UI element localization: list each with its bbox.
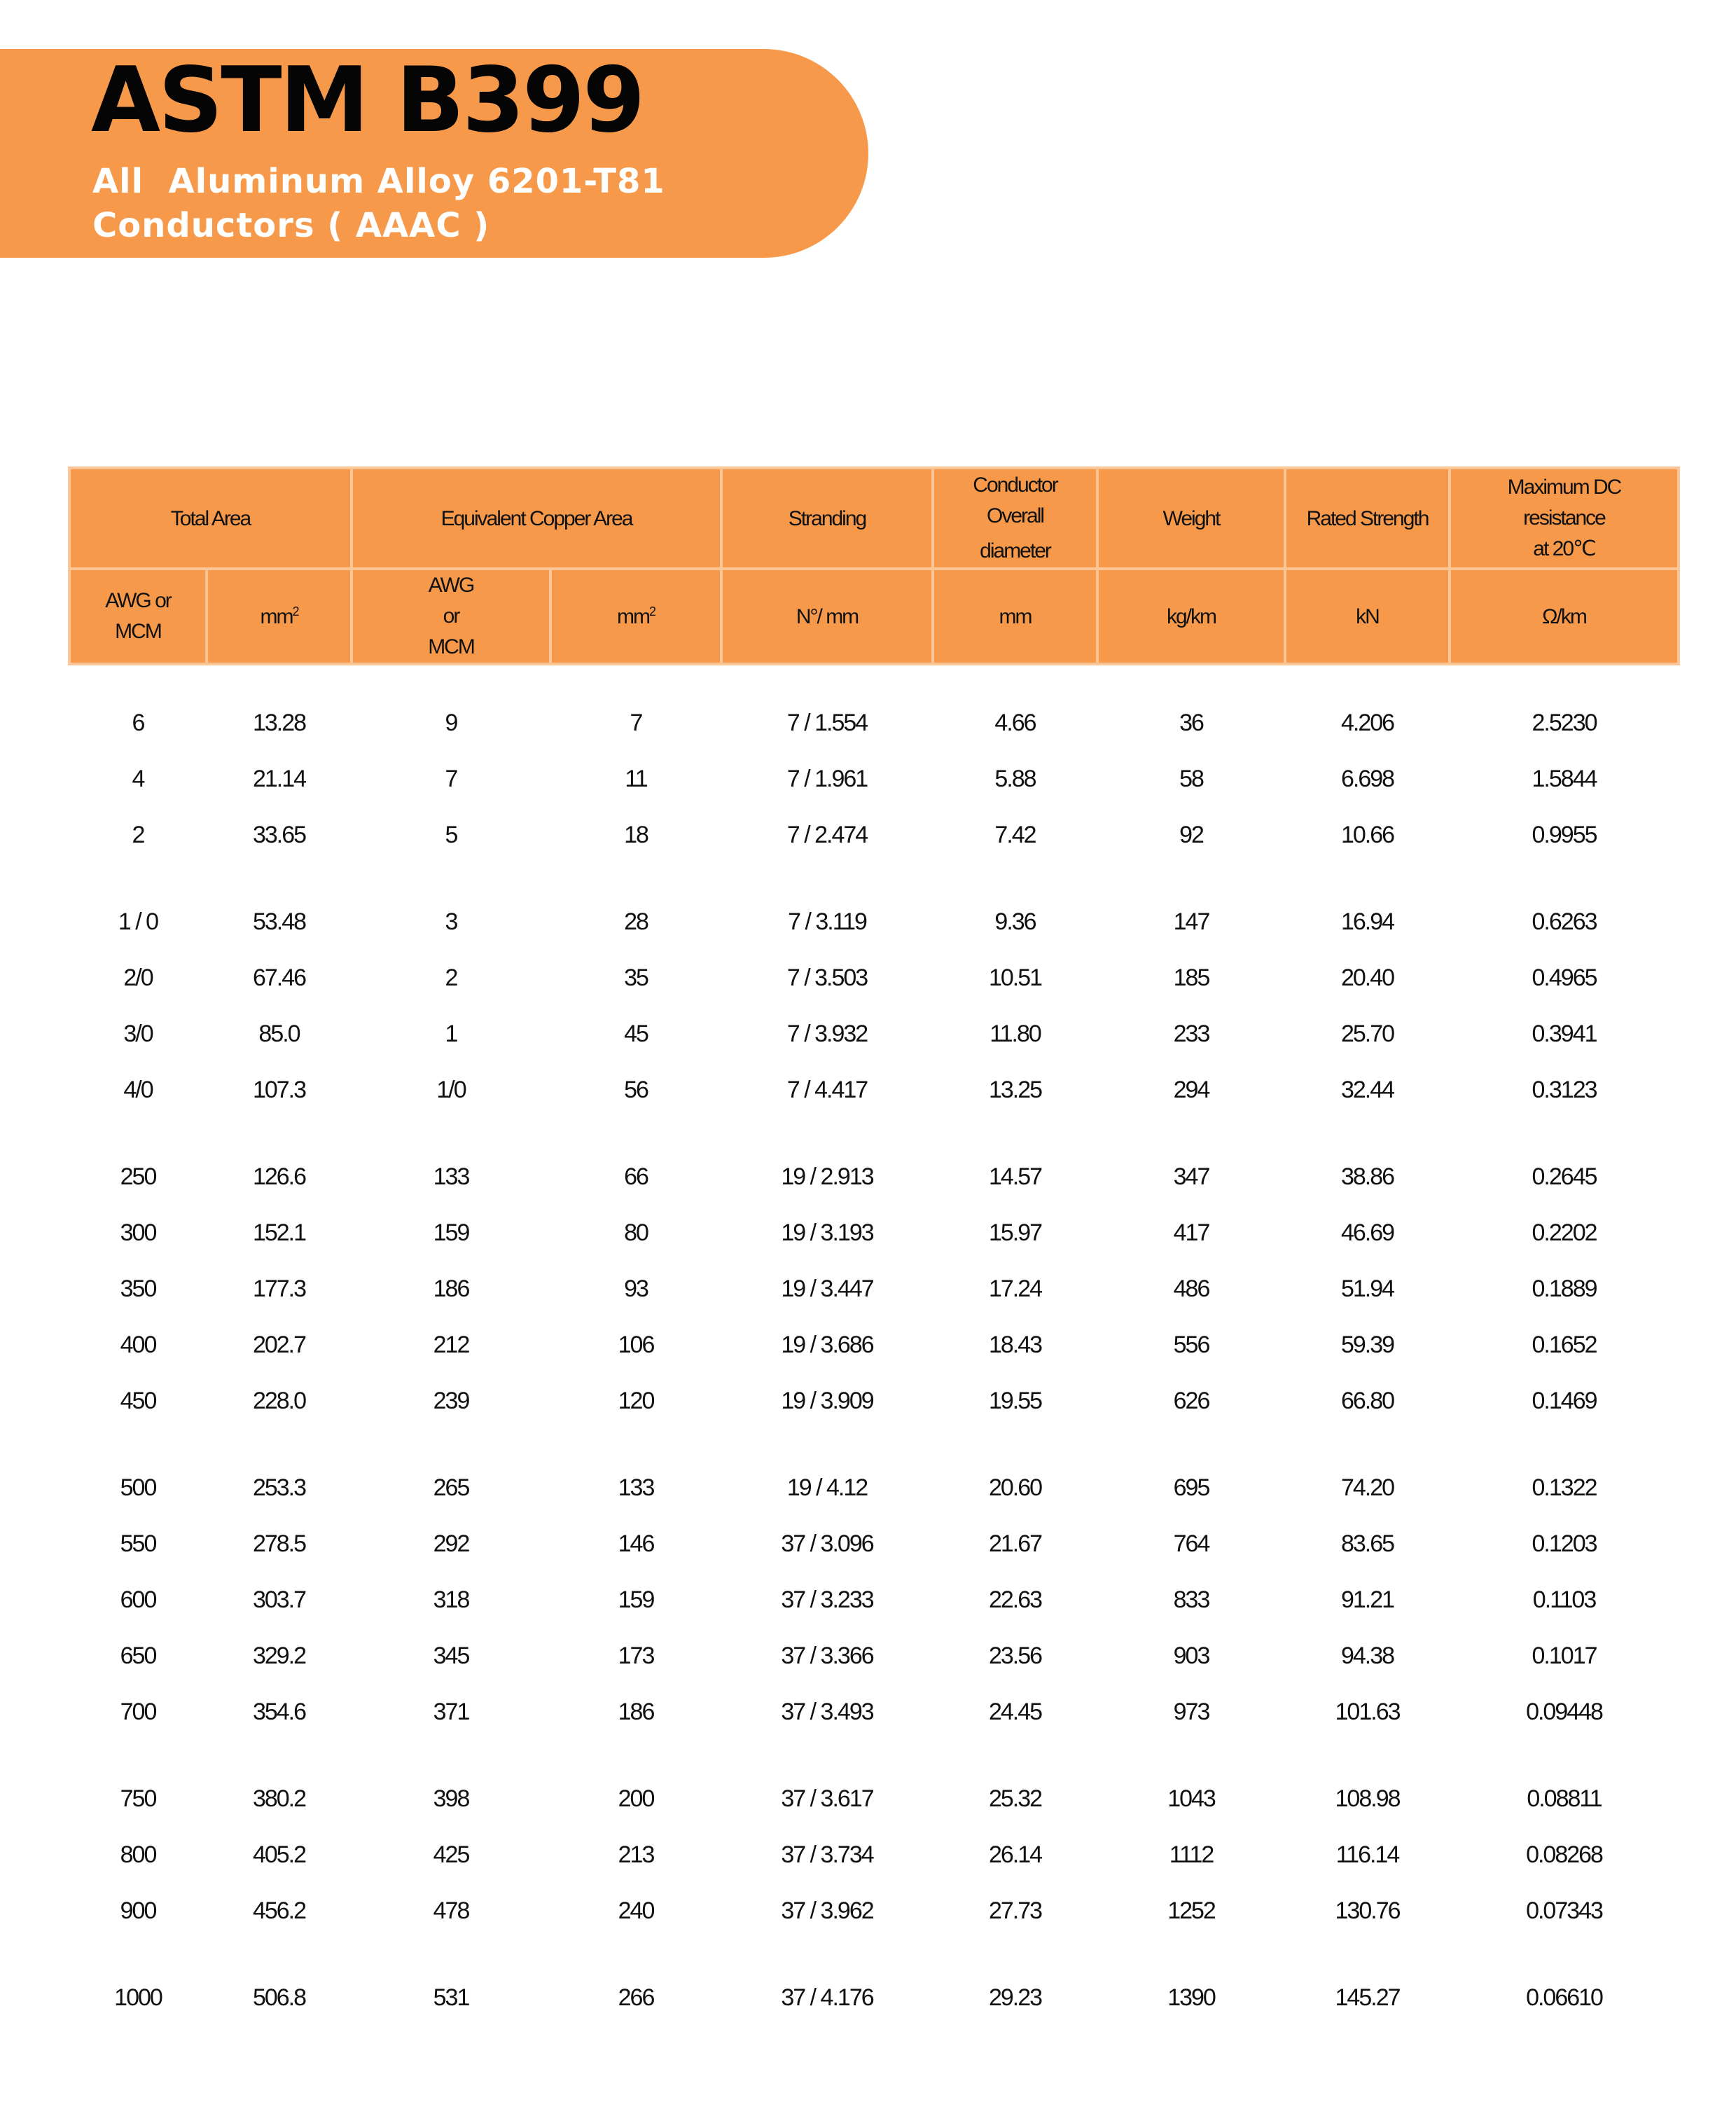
cell-wt: 1043	[1167, 1785, 1215, 1812]
cell-awg: 3/0	[123, 1020, 153, 1047]
cell-wt: 233	[1173, 1020, 1209, 1047]
cell-cu-awg: 531	[433, 1984, 469, 2011]
cell-dia: 11.80	[989, 1020, 1041, 1047]
header-max-dc-line-2: resistance	[1523, 506, 1605, 530]
cell-str: 32.44	[1340, 1076, 1394, 1103]
cell-awg: 700	[120, 1698, 156, 1725]
cell-cu-mm2: 80	[624, 1219, 648, 1246]
table-row	[69, 1516, 1679, 1572]
cell-mm2: 329.2	[252, 1642, 306, 1669]
cell-awg: 4	[132, 765, 144, 792]
cell-cu-mm2: 28	[624, 908, 648, 935]
cell-res: 0.1469	[1532, 1387, 1597, 1414]
cell-dia: 7.42	[994, 821, 1036, 848]
cell-str: 91.21	[1340, 1586, 1394, 1613]
cell-cu-awg: 186	[433, 1275, 469, 1302]
cell-awg: 2/0	[123, 964, 153, 991]
header-rated-strength: Rated Strength	[1285, 468, 1450, 569]
cell-awg: 800	[120, 1841, 156, 1868]
subheader-cu-mm2	[550, 569, 721, 664]
cell-dia: 23.56	[988, 1642, 1042, 1669]
cell-dia: 26.14	[988, 1841, 1042, 1868]
cell-str: 74.20	[1340, 1474, 1394, 1501]
cell-mm2: 506.8	[252, 1984, 306, 2011]
subheader-awg-line-1: AWG or	[105, 589, 171, 612]
cell-awg: 250	[120, 1163, 156, 1190]
cell-cu-awg: 398	[433, 1785, 469, 1812]
cell-str: 51.94	[1340, 1275, 1394, 1302]
cell-dia: 13.25	[988, 1076, 1042, 1103]
cell-mm2: 13.28	[252, 709, 306, 736]
cell-str: 108.98	[1335, 1785, 1400, 1812]
cell-strand: 19 / 4.12	[786, 1474, 868, 1501]
cell-dia: 24.45	[988, 1698, 1042, 1725]
cell-res: 0.1103	[1532, 1586, 1596, 1613]
subheader-weight-unit: kg/km	[1097, 569, 1285, 664]
cell-wt: 1112	[1169, 1841, 1214, 1868]
cell-cu-mm2: 159	[618, 1586, 654, 1613]
cell-dia: 18.43	[988, 1331, 1042, 1358]
subheader-cu-mm2-sup: 2	[649, 604, 655, 618]
cell-str: 25.70	[1340, 1020, 1394, 1047]
cell-res: 0.08268	[1526, 1841, 1602, 1868]
cell-wt: 973	[1173, 1698, 1209, 1725]
cell-res: 0.9955	[1532, 821, 1597, 848]
cell-str: 116.14	[1335, 1841, 1399, 1868]
cell-mm2: 53.48	[252, 908, 306, 935]
subtitle-line-1: All Aluminum Alloy 6201-T81	[92, 162, 665, 201]
cell-dia: 5.88	[994, 765, 1036, 792]
header-total-area: Total Area	[69, 468, 352, 569]
header-weight: Weight	[1097, 468, 1285, 569]
cell-str: 6.698	[1340, 765, 1394, 792]
cell-dia: 4.66	[994, 709, 1036, 736]
cell-res: 0.2202	[1532, 1219, 1597, 1246]
table-row	[69, 1883, 1679, 1939]
cell-cu-mm2: 106	[618, 1331, 654, 1358]
cell-cu-mm2: 200	[618, 1785, 654, 1812]
table-row	[69, 1261, 1679, 1317]
cell-cu-mm2: 266	[618, 1984, 654, 2011]
header-max-dc-line-3: at 20℃	[1533, 537, 1595, 560]
header-max-dc-resistance	[1450, 468, 1679, 569]
cell-strand: 37 / 3.233	[781, 1586, 873, 1613]
cell-awg: 1 / 0	[118, 908, 158, 935]
cell-res: 0.08811	[1527, 1785, 1602, 1812]
cell-dia: 22.63	[988, 1586, 1042, 1613]
cell-str: 66.80	[1340, 1387, 1394, 1414]
cell-cu-awg: 239	[433, 1387, 469, 1414]
cell-mm2: 354.6	[252, 1698, 306, 1725]
cell-str: 38.86	[1340, 1163, 1394, 1190]
cell-wt: 1390	[1167, 1984, 1215, 2011]
cell-dia: 27.73	[988, 1897, 1042, 1924]
cell-mm2: 228.0	[252, 1387, 306, 1414]
cell-cu-mm2: 7	[630, 709, 642, 736]
subheader-diameter-unit: mm	[933, 569, 1097, 664]
cell-res: 1.5844	[1532, 765, 1597, 792]
subheader-cu-awg-line-3: MCM	[428, 635, 474, 658]
cell-strand: 19 / 3.686	[781, 1331, 873, 1358]
cell-str: 59.39	[1340, 1331, 1394, 1358]
cell-res: 0.3123	[1532, 1076, 1597, 1103]
subheader-mm2-sup: 2	[292, 604, 298, 618]
cell-str: 10.66	[1340, 821, 1394, 848]
table-row	[69, 1684, 1679, 1740]
subheader-resistance-unit: Ω/km	[1450, 569, 1679, 664]
cell-strand: 7 / 1.961	[786, 765, 868, 792]
table-row	[69, 1118, 1679, 1205]
cell-mm2: 278.5	[252, 1530, 306, 1557]
table-row	[69, 1006, 1679, 1062]
cell-strand: 7 / 3.932	[786, 1020, 868, 1047]
cell-strand: 19 / 2.913	[781, 1163, 873, 1190]
cell-wt: 36	[1179, 709, 1203, 736]
cell-wt: 1252	[1167, 1897, 1215, 1924]
cell-cu-mm2: 186	[618, 1698, 654, 1725]
cell-dia: 9.36	[994, 908, 1036, 935]
cell-awg: 1000	[114, 1984, 162, 2011]
cell-cu-awg: 318	[433, 1586, 469, 1613]
table-row	[69, 1373, 1679, 1429]
cell-wt: 626	[1173, 1387, 1209, 1414]
cell-cu-awg: 425	[433, 1841, 469, 1868]
cell-wt: 58	[1179, 765, 1203, 792]
cell-cu-mm2: 213	[618, 1841, 654, 1868]
header-conductor-line-2: Overall	[987, 504, 1044, 527]
cell-awg: 6	[132, 709, 144, 736]
cell-dia: 19.55	[988, 1387, 1042, 1414]
cell-str: 145.27	[1335, 1984, 1400, 2011]
cell-wt: 147	[1173, 908, 1209, 935]
table-row	[69, 1939, 1679, 2026]
cell-wt: 417	[1173, 1219, 1209, 1246]
cell-cu-mm2: 66	[624, 1163, 648, 1190]
cell-wt: 556	[1173, 1331, 1209, 1358]
subheader-awg-line-2: MCM	[115, 620, 161, 643]
cell-cu-mm2: 146	[618, 1530, 654, 1557]
cell-mm2: 152.1	[252, 1219, 306, 1246]
cell-res: 0.1017	[1532, 1642, 1597, 1669]
cell-cu-awg: 265	[433, 1474, 469, 1501]
cell-mm2: 456.2	[252, 1897, 306, 1924]
cell-cu-awg: 9	[445, 709, 457, 736]
cell-res: 0.1889	[1532, 1275, 1597, 1302]
cell-cu-awg: 159	[433, 1219, 469, 1246]
cell-cu-mm2: 133	[618, 1474, 654, 1501]
cell-strand: 7 / 3.503	[786, 964, 868, 991]
subtitle-line-2: Conductors ( AAAC )	[92, 206, 490, 245]
table-row	[69, 807, 1679, 863]
cell-cu-mm2: 240	[618, 1897, 654, 1924]
cell-dia: 15.97	[988, 1219, 1042, 1246]
cell-res: 2.5230	[1532, 709, 1597, 736]
cell-str: 46.69	[1340, 1219, 1394, 1246]
header-conductor-diameter	[933, 468, 1097, 569]
cell-cu-mm2: 93	[624, 1275, 648, 1302]
cell-mm2: 126.6	[252, 1163, 306, 1190]
cell-str: 94.38	[1340, 1642, 1394, 1669]
cell-awg: 450	[120, 1387, 156, 1414]
cell-cu-mm2: 35	[624, 964, 648, 991]
cell-cu-mm2: 18	[624, 821, 648, 848]
cell-cu-awg: 7	[445, 765, 457, 792]
cell-str: 4.206	[1340, 709, 1394, 736]
cell-mm2: 177.3	[252, 1275, 306, 1302]
cell-awg: 400	[120, 1331, 156, 1358]
cell-cu-awg: 133	[433, 1163, 469, 1190]
cell-wt: 92	[1179, 821, 1203, 848]
cell-cu-mm2: 45	[624, 1020, 648, 1047]
table-header	[69, 468, 1679, 664]
cell-mm2: 303.7	[252, 1586, 306, 1613]
page-title: ASTM B399	[91, 48, 644, 153]
cell-cu-awg: 3	[445, 908, 457, 935]
header-row-2	[69, 569, 1679, 664]
cell-strand: 37 / 3.962	[781, 1897, 873, 1924]
table-row	[69, 751, 1679, 807]
cell-mm2: 202.7	[252, 1331, 306, 1358]
cell-dia: 20.60	[988, 1474, 1042, 1501]
cell-dia: 10.51	[988, 964, 1042, 991]
cell-strand: 19 / 3.193	[781, 1219, 873, 1246]
table-row	[69, 664, 1679, 751]
cell-awg: 550	[120, 1530, 156, 1557]
cell-awg: 4/0	[123, 1076, 153, 1103]
cell-res: 0.4965	[1532, 964, 1597, 991]
cell-awg: 300	[120, 1219, 156, 1246]
cell-awg: 900	[120, 1897, 156, 1924]
cell-dia: 25.32	[988, 1785, 1042, 1812]
cell-res: 0.1322	[1532, 1474, 1597, 1501]
spec-table	[68, 466, 1680, 2026]
cell-str: 16.94	[1340, 908, 1394, 935]
cell-cu-awg: 345	[433, 1642, 469, 1669]
cell-str: 20.40	[1340, 964, 1394, 991]
subheader-strength-unit: kN	[1285, 569, 1450, 664]
cell-mm2: 33.65	[252, 821, 306, 848]
cell-strand: 19 / 3.447	[781, 1275, 873, 1302]
cell-strand: 7 / 3.119	[788, 908, 866, 935]
cell-dia: 21.67	[988, 1530, 1042, 1557]
cell-res: 0.6263	[1532, 908, 1597, 935]
cell-mm2: 380.2	[252, 1785, 306, 1812]
cell-strand: 7 / 1.554	[786, 709, 868, 736]
subheader-cu-awg-line-1: AWG	[428, 574, 474, 597]
cell-awg: 600	[120, 1586, 156, 1613]
cell-cu-mm2: 56	[624, 1076, 648, 1103]
page-subtitle	[92, 160, 665, 248]
cell-cu-mm2: 173	[618, 1642, 654, 1669]
cell-awg: 500	[120, 1474, 156, 1501]
cell-cu-mm2: 11	[625, 765, 647, 792]
header-max-dc-line-1: Maximum DC	[1507, 476, 1621, 499]
table-row	[69, 1205, 1679, 1261]
cell-strand: 37 / 4.176	[781, 1984, 873, 2011]
cell-awg: 650	[120, 1642, 156, 1669]
cell-awg: 350	[120, 1275, 156, 1302]
cell-cu-awg: 1/0	[436, 1076, 466, 1103]
header-conductor-line-1: Conductor	[973, 473, 1057, 497]
cell-wt: 695	[1173, 1474, 1209, 1501]
cell-str: 130.76	[1335, 1897, 1400, 1924]
cell-wt: 903	[1173, 1642, 1209, 1669]
cell-strand: 37 / 3.493	[781, 1698, 873, 1725]
cell-strand: 37 / 3.734	[781, 1841, 873, 1868]
subheader-cu-awg	[352, 569, 550, 664]
header-row-1	[69, 468, 1679, 569]
cell-dia: 29.23	[988, 1984, 1042, 2011]
table-row	[69, 1740, 1679, 1827]
cell-wt: 764	[1173, 1530, 1209, 1557]
cell-cu-awg: 2	[445, 964, 457, 991]
cell-mm2: 107.3	[252, 1076, 306, 1103]
subheader-awg	[69, 569, 207, 664]
table-row	[69, 863, 1679, 950]
table-row	[69, 1317, 1679, 1373]
cell-wt: 294	[1173, 1076, 1209, 1103]
table-body	[69, 664, 1679, 2026]
table-row	[69, 1827, 1679, 1883]
subheader-cu-mm2-text: mm	[617, 604, 649, 628]
cell-cu-awg: 478	[433, 1897, 469, 1924]
table-row	[69, 950, 1679, 1006]
cell-cu-awg: 371	[433, 1698, 469, 1725]
cell-awg: 2	[132, 821, 144, 848]
subheader-stranding-unit: N°/ mm	[721, 569, 933, 664]
cell-strand: 37 / 3.096	[781, 1530, 873, 1557]
cell-res: 0.09448	[1526, 1698, 1602, 1725]
subheader-cu-awg-line-2: or	[443, 604, 459, 628]
subheader-mm2	[207, 569, 352, 664]
cell-strand: 7 / 2.474	[786, 821, 868, 848]
cell-res: 0.1652	[1532, 1331, 1597, 1358]
cell-strand: 19 / 3.909	[781, 1387, 873, 1414]
cell-mm2: 85.0	[258, 1020, 300, 1047]
cell-res: 0.06610	[1526, 1984, 1602, 2011]
cell-wt: 347	[1173, 1163, 1209, 1190]
table-row	[69, 1572, 1679, 1628]
cell-str: 101.63	[1335, 1698, 1400, 1725]
header-conductor-line-3: diameter	[980, 539, 1050, 562]
cell-res: 0.2645	[1532, 1163, 1597, 1190]
subheader-mm2-text: mm	[260, 604, 293, 628]
table-row	[69, 1429, 1679, 1516]
table-row	[69, 1062, 1679, 1118]
cell-mm2: 67.46	[252, 964, 306, 991]
header-equiv-copper-area: Equivalent Copper Area	[352, 468, 721, 569]
cell-dia: 14.57	[988, 1163, 1042, 1190]
cell-cu-mm2: 120	[618, 1387, 654, 1414]
cell-wt: 833	[1173, 1586, 1209, 1613]
cell-awg: 750	[120, 1785, 156, 1812]
cell-dia: 17.24	[988, 1275, 1042, 1302]
cell-wt: 185	[1173, 964, 1209, 991]
cell-strand: 7 / 4.417	[786, 1076, 868, 1103]
cell-mm2: 253.3	[252, 1474, 306, 1501]
cell-cu-awg: 292	[433, 1530, 469, 1557]
cell-res: 0.1203	[1532, 1530, 1597, 1557]
cell-wt: 486	[1173, 1275, 1209, 1302]
cell-mm2: 405.2	[252, 1841, 306, 1868]
table-row	[69, 1628, 1679, 1684]
cell-res: 0.07343	[1526, 1897, 1602, 1924]
cell-cu-awg: 5	[445, 821, 457, 848]
cell-str: 83.65	[1340, 1530, 1394, 1557]
cell-mm2: 21.14	[252, 765, 306, 792]
cell-res: 0.3941	[1532, 1020, 1597, 1047]
cell-cu-awg: 212	[433, 1331, 469, 1358]
header-stranding: Stranding	[721, 468, 933, 569]
cell-strand: 37 / 3.366	[781, 1642, 873, 1669]
cell-strand: 37 / 3.617	[781, 1785, 873, 1812]
cell-cu-awg: 1	[445, 1020, 457, 1047]
